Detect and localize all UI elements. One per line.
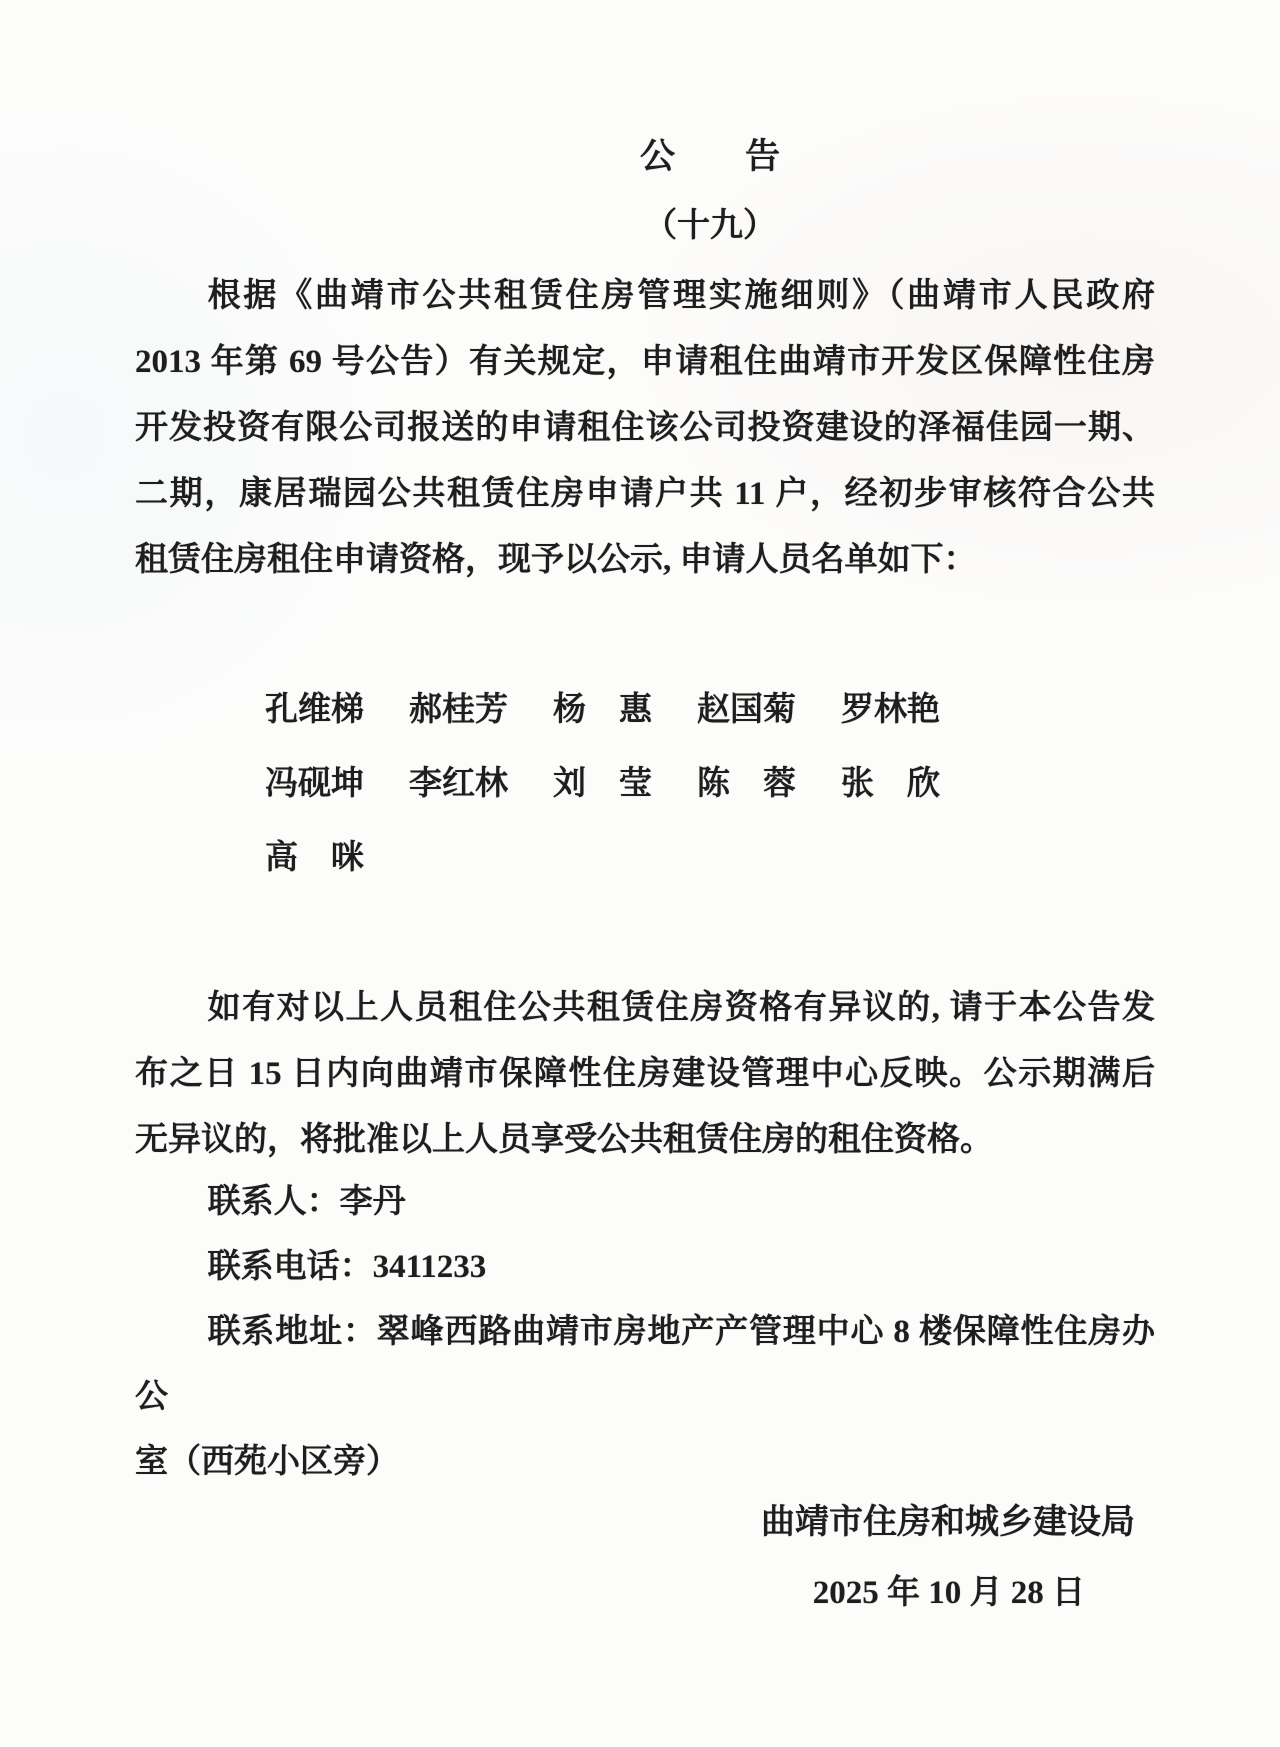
- applicant-name-list: [135, 673, 1155, 895]
- objection-paragraph: [135, 975, 1155, 1173]
- paragraph-line: 租赁住房租住申请资格，现予以公示, 申请人员名单如下：: [135, 542, 977, 578]
- applicant-name-row: [265, 673, 1155, 747]
- issue-date: 2025 年 10 月 28 日: [812, 1575, 1085, 1611]
- contact-info: [135, 1170, 1155, 1495]
- paragraph-line: 根据《曲靖市公共租赁住房管理实施细则》（曲靖市人民政府: [207, 278, 1155, 314]
- applicant-name: 孔维梯: [265, 692, 364, 728]
- applicant-name: 陈 蓉: [697, 766, 796, 802]
- applicant-name: 李红林: [409, 766, 508, 802]
- contact-phone: 联系电话：3411233: [207, 1249, 487, 1285]
- applicant-name-row: [265, 747, 1155, 821]
- paragraph-line: 2013 年第 69 号公告）有关规定，申请租住曲靖市开发区保障性住房: [135, 344, 1155, 380]
- document-title: 公 告: [639, 137, 780, 176]
- applicant-name-row: [265, 821, 1155, 895]
- applicant-name: 罗林艳: [841, 692, 940, 728]
- applicant-name: 杨 惠: [553, 692, 652, 728]
- contact-address: 联系地址：翠峰西路曲靖市房地产产管理中心 8 楼保障性住房办公: [135, 1314, 1155, 1415]
- applicant-name: 高 咪: [265, 840, 364, 876]
- applicant-name: 郝桂芳: [409, 692, 508, 728]
- paragraph-line: 如有对以上人员租住公共租赁住房资格有异议的, 请于本公告发: [207, 990, 1156, 1026]
- intro-paragraph: [135, 263, 1155, 593]
- applicant-name: 赵国菊: [697, 692, 796, 728]
- paragraph-line: 开发投资有限公司报送的申请租住该公司投资建设的泽福佳园一期、: [135, 410, 1155, 446]
- paragraph-line: 二期，康居瑞园公共租赁住房申请户共 11 户，经初步审核符合公共: [135, 476, 1155, 512]
- contact-person: 联系人：李丹: [207, 1184, 406, 1220]
- contact-address-continued: 室（西苑小区旁）: [135, 1444, 399, 1480]
- paragraph-line: 无异议的，将批准以上人员享受公共租赁住房的租住资格。: [135, 1122, 993, 1158]
- issuing-authority-signature: 曲靖市住房和城乡建设局: [761, 1504, 1135, 1541]
- applicant-name: 张 欣: [841, 766, 940, 802]
- applicant-name: 刘 莹: [553, 766, 652, 802]
- paragraph-line: 布之日 15 日内向曲靖市保障性住房建设管理中心反映。公示期满后: [135, 1056, 1155, 1092]
- applicant-name: 冯砚坤: [265, 766, 364, 802]
- document-number: （十九）: [644, 208, 776, 244]
